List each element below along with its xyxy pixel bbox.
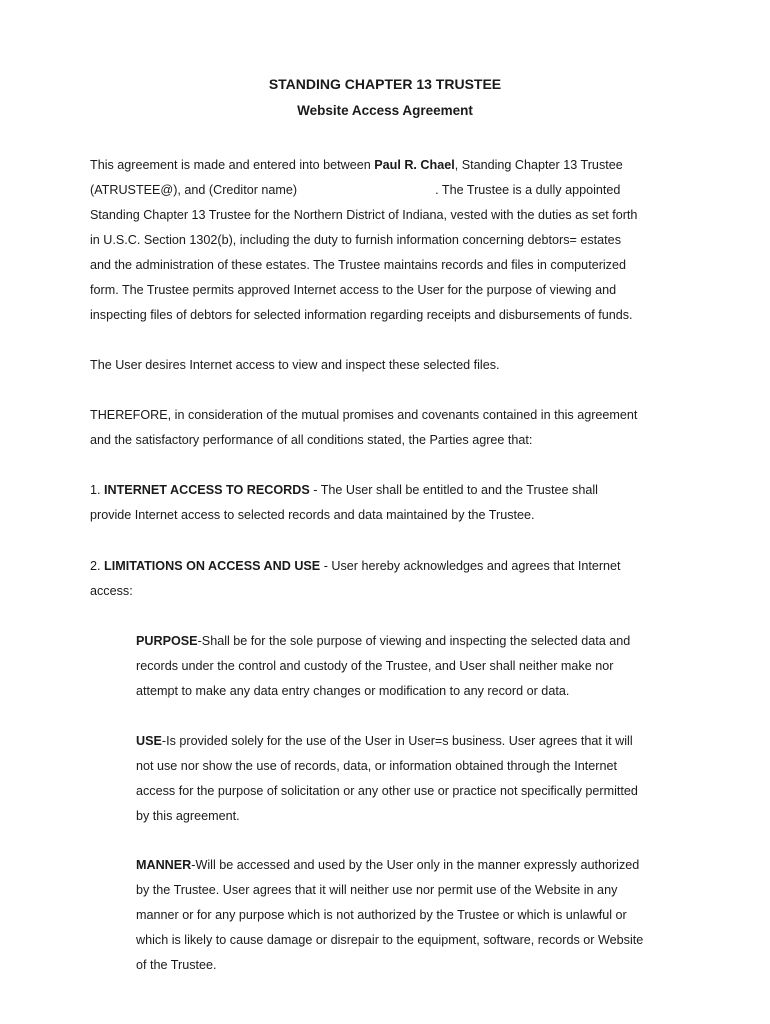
intro-paragraph xyxy=(90,153,690,328)
section-heading: LIMITATIONS ON ACCESS AND USE xyxy=(104,559,321,573)
intro-text: (ATRUSTEE@), and (Creditor name) xyxy=(90,183,298,197)
manner-line: of the Trustee. xyxy=(136,958,217,972)
document-subtitle: Website Access Agreement xyxy=(297,103,473,118)
use-line: by this agreement. xyxy=(136,809,240,823)
section-2-line: access: xyxy=(90,584,133,598)
manner-line: manner or for any purpose which is not authorized by the Trustee or which is unlawful or xyxy=(136,908,627,922)
purpose-clause xyxy=(136,629,696,704)
use-clause xyxy=(136,729,696,829)
intro-line: inspecting files of debtors for selected information regarding receipts and disbursements of funds. xyxy=(90,308,633,322)
manner-line xyxy=(136,853,696,878)
trustee-name: Paul R. Chael xyxy=(374,158,455,172)
section-2-line xyxy=(90,554,690,579)
manner-clause xyxy=(136,853,696,978)
intro-line: in U.S.C. Section 1302(b), including the duty to furnish information concerning debtors= estates xyxy=(90,233,621,247)
use-line: not use nor show the use of records, data, or information obtained through the Internet xyxy=(136,759,617,773)
intro-text: This agreement is made and entered into between xyxy=(90,158,375,172)
section-number: 2. xyxy=(90,559,105,573)
manner-line: by the Trustee. User agrees that it will neither use nor permit use of the Website in any xyxy=(136,883,618,897)
section-1-line xyxy=(90,478,690,503)
intro-line xyxy=(90,153,690,178)
clause-heading: PURPOSE xyxy=(136,634,198,648)
section-2 xyxy=(90,554,690,604)
intro-text: . The Trustee is a dully appointed xyxy=(435,183,621,197)
therefore-line: and the satisfactory performance of all conditions stated, the Parties agree that: xyxy=(90,433,533,447)
section-heading: INTERNET ACCESS TO RECORDS xyxy=(104,483,310,497)
section-text: - The User shall be entitled to and the Trustee shall xyxy=(309,483,598,497)
section-number: 1. xyxy=(90,483,105,497)
intro-line: form. The Trustee permits approved Internet access to the User for the purpose of viewing and xyxy=(90,283,617,297)
section-text: - User hereby acknowledges and agrees that Internet xyxy=(320,559,621,573)
therefore-paragraph xyxy=(90,403,690,453)
use-line: access for the purpose of solicitation or any other use or practice not specifically permitted xyxy=(136,784,638,798)
clause-heading: MANNER xyxy=(136,858,192,872)
intro-line: and the administration of these estates. The Trustee maintains records and files in computerized xyxy=(90,258,626,272)
clause-text: -Is provided solely for the use of the User in User=s business. User agrees that it will xyxy=(161,734,633,748)
intro-line: Standing Chapter 13 Trustee for the Northern District of Indiana, vested with the duties as set forth xyxy=(90,208,638,222)
clause-heading: USE xyxy=(136,734,162,748)
section-1 xyxy=(90,478,690,528)
clause-text: -Shall be for the sole purpose of viewing and inspecting the selected data and xyxy=(197,634,631,648)
desire-paragraph xyxy=(90,353,690,378)
purpose-line: attempt to make any data entry changes or modification to any record or data. xyxy=(136,684,570,698)
section-1-line: provide Internet access to selected records and data maintained by the Trustee. xyxy=(90,508,535,522)
manner-line: which is likely to cause damage or disrepair to the equipment, software, records or Website xyxy=(136,933,644,947)
therefore-line: THEREFORE, in consideration of the mutual promises and covenants contained in this agreement xyxy=(90,408,638,422)
document-title: STANDING CHAPTER 13 TRUSTEE xyxy=(268,76,502,92)
purpose-line xyxy=(136,629,696,654)
purpose-line: records under the control and custody of the Trustee, and User shall neither make nor xyxy=(136,659,614,673)
intro-text: , Standing Chapter 13 Trustee xyxy=(454,158,623,172)
use-line xyxy=(136,729,696,754)
clause-text: -Will be accessed and used by the User only in the manner expressly authorized xyxy=(191,858,640,872)
intro-line xyxy=(90,178,690,203)
desire-line: The User desires Internet access to view and inspect these selected files. xyxy=(90,358,500,372)
